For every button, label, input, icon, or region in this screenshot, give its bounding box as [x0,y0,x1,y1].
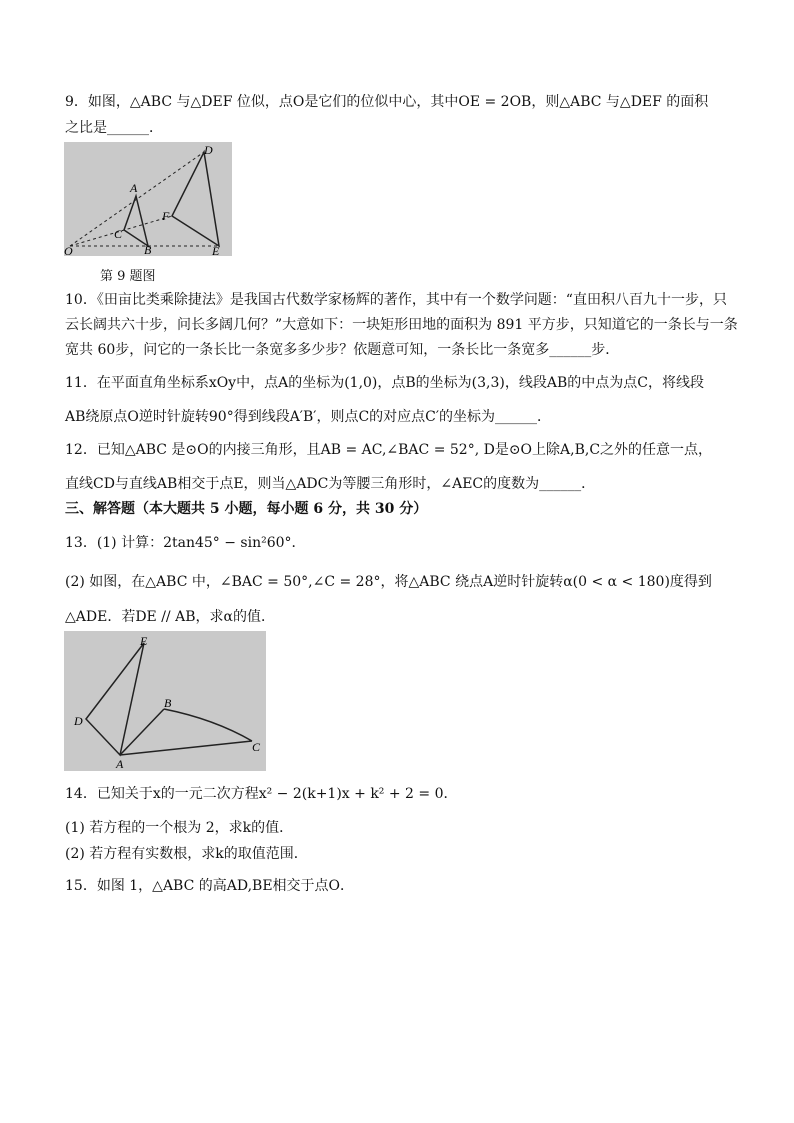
q9-line-2: 之比是______． [65,120,163,136]
q13-label-b: B [164,696,172,710]
q13-part-2-line-1: (2) 如图，在△ABC 中，∠BAC = 50°,∠C = 28°，将△ABC 绕点A逆时针旋转α(0 < α < 180)度得到 [65,574,712,590]
q9-label-c: C [114,227,123,241]
q13-label-a: A [116,757,124,771]
q10-line-2: 云长阔共六十步，问长多阔几何？”大意如下：一块矩形田地的面积为 891 平方步，只知道它的一条长与一条 [65,317,738,333]
q10-line-3: 宽共 60步，问它的一条长比一条宽多多少步？依题意可知，一条长比一条宽多______步． [65,342,620,358]
q14-stem: 14．已知关于x的一元二次方程x² − 2(k+1)x + k² + 2 = 0． [65,786,458,802]
q13-label-e: E [140,634,148,648]
q10-line-1: 10．《田亩比类乘除捷法》是我国古代数学家杨辉的著作，其中有一个数学问题：“直田积八百九十一步，只 [65,292,727,308]
q11-line-1: 11．在平面直角坐标系xOy中，点A的坐标为(1,0)，点B的坐标为(3,3)，线段AB的中点为点C，将线段 [65,375,704,391]
q9-figure [64,142,232,256]
q9-label-o: O [64,244,73,256]
q11-line-2: AB绕原点O逆时针旋转90°得到线段A′B′，则点C的对应点C′的坐标为______． [65,409,552,425]
q13-label-d: D [74,714,83,728]
q12-line-2: 直线CD与直线AB相交于点E，则当△ADC为等腰三角形时，∠AEC的度数为______． [65,476,596,492]
q13-part-1: 13．(1) 计算：2tan45° − sin²60°． [65,535,306,551]
q13-label-c: C [252,740,261,754]
q9-label-d: D [204,143,213,157]
q9-label-e: E [212,244,220,256]
q9-label-b: B [144,243,152,256]
q14-part-1: (1) 若方程的一个根为 2，求k的值． [65,820,294,836]
q9-label-f: F [162,209,170,223]
q14-part-2: (2) 若方程有实数根，求k的取值范围． [65,846,308,862]
q12-line-1: 12．已知△ABC 是⊙O的内接三角形，且AB = AC,∠BAC = 52°, D是⊙O上除A,B,C之外的任意一点， [65,442,713,458]
q13-figure [64,631,266,771]
q9-caption: 第 9 题图 [100,269,156,284]
q13-part-2-line-2: △ADE．若DE // AB，求α的值． [65,609,275,625]
q9-label-a: A [130,181,138,195]
section-heading: 三、解答题（本大题共 5 小题，每小题 6 分，共 30 分） [65,501,428,517]
q9-line-1: 9．如图，△ABC 与△DEF 位似，点O是它们的位似中心，其中OE = 2OB，则△ABC 与△DEF 的面积 [65,94,709,110]
q15-stem: 15．如图 1，△ABC 的高AD,BE相交于点O． [65,878,355,894]
